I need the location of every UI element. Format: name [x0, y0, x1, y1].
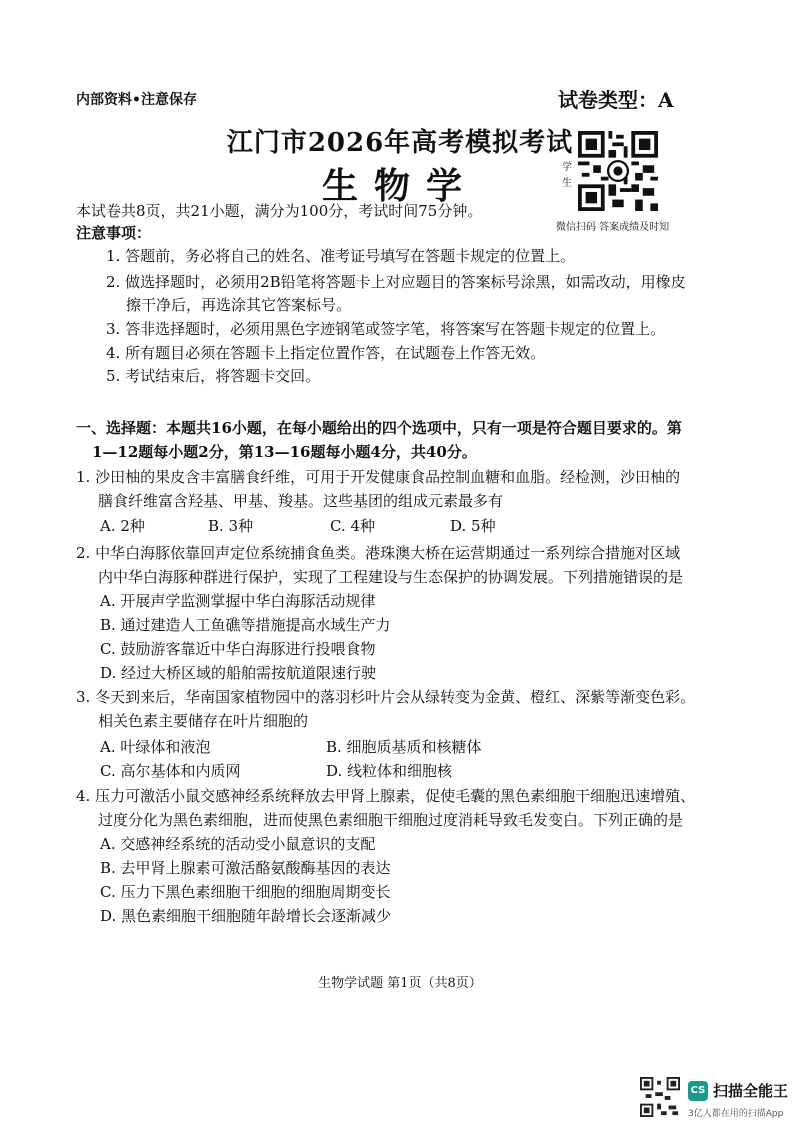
section-heading-cont: 1—12题每小题2分，第13—16题每小题4分，共40分。: [92, 443, 477, 461]
question-stem: 1. 沙田柚的果皮含丰富膳食纤维，可用于开发健康食品控制血糖和血脂。经检测，沙田柚的: [76, 468, 681, 486]
note-item: 5. 考试结束后，将答题卡交回。: [106, 367, 321, 385]
option-a: A. 开展声学监测掌握中华白海豚活动规律: [100, 592, 376, 610]
subject-title: 生物学: [321, 165, 478, 207]
qr-side-label: 学生: [562, 162, 572, 189]
question-stem: 3. 冬天到来后，华南国家植物园中的落羽杉叶片会从绿转变为金黄、橙红、深紫等渐变色彩。: [76, 688, 696, 706]
question-stem: 过度分化为黑色素细胞，进而使黑色素细胞干细胞过度消耗导致毛发变白。下列正确的是: [98, 811, 684, 829]
option-a: A. 交感神经系统的活动受小鼠意识的支配: [100, 835, 376, 853]
qr-caption: 微信扫码 答案成绩及时知: [556, 222, 670, 233]
option-b: B. 细胞质基质和核糖体: [326, 738, 482, 756]
question-stem: 4. 压力可激活小鼠交感神经系统释放去甲肾上腺素，促使毛囊的黑色素细胞干细胞迅速增殖、: [76, 787, 696, 805]
note-item: 4. 所有题目必须在答题卡上指定位置作答，在试题卷上作答无效。: [106, 344, 546, 362]
section-heading: 一、选择题：本题共16小题，在每小题给出的四个选项中，只有一项是符合题目要求的。第: [76, 419, 682, 437]
page-footer: 生物学试题 第1页（共8页）: [318, 976, 482, 991]
question-stem: 2. 中华白海豚依靠回声定位系统捕食鱼类。港珠澳大桥在运营期通过一系列综合措施对区域: [76, 544, 681, 562]
scanner-app-slogan: 3亿人都在用的扫描App: [688, 1109, 784, 1119]
note-item: 1. 答题前，务必将自己的姓名、准考证号填写在答题卡规定的位置上。: [106, 247, 576, 265]
note-item: 2. 做选择题时，必须用2B铅笔将答题卡上对应题目的答案标号涂黑，如需改动，用橡皮: [106, 273, 686, 291]
option-d: D. 线粒体和细胞核: [326, 762, 453, 780]
question-stem: 相关色素主要储存在叶片细胞的: [98, 712, 309, 730]
option-c: C. 高尔基体和内质网: [100, 762, 241, 780]
question-stem: 膳食纤维富含羟基、甲基、羧基。这些基团的组成元素最多有: [98, 492, 504, 510]
option-b: B. 3种: [208, 517, 254, 535]
option-d: D. 经过大桥区域的船舶需按航道限速行驶: [100, 664, 377, 682]
option-b: B. 通过建造人工鱼礁等措施提高水域生产力: [100, 616, 391, 634]
exam-title: 江门市2026年高考模拟考试: [226, 128, 574, 158]
option-a: A. 叶绿体和液泡: [100, 738, 211, 756]
exam-intro: 本试卷共8页，共21小题，满分为100分，考试时间75分钟。: [76, 202, 483, 220]
option-d: D. 5种: [450, 517, 496, 535]
paper-type-label: 试卷类型：A: [558, 88, 674, 112]
option-b: B. 去甲肾上腺素可激活酪氨酸酶基因的表达: [100, 859, 391, 877]
option-c: C. 鼓励游客靠近中华白海豚进行投喂食物: [100, 640, 376, 658]
option-c: C. 4种: [330, 517, 376, 535]
scanner-app-name: 扫描全能王: [713, 1082, 789, 1100]
note-item: 擦干净后，再选涂其它答案标号。: [126, 296, 352, 314]
note-item: 3. 答非选择题时，必须用黑色字迹钢笔或签字笔，将答案写在答题卡规定的位置上。: [106, 320, 666, 338]
scanner-qr-icon[interactable]: [640, 1077, 680, 1117]
notes-heading: 注意事项：: [76, 224, 152, 242]
question-stem: 内中华白海豚种群进行保护，实现了工程建设与生态保护的协调发展。下列措施错误的是: [98, 568, 684, 586]
option-a: A. 2种: [100, 517, 145, 535]
scanner-logo-icon: CS: [688, 1081, 708, 1101]
option-d: D. 黑色素细胞干细胞随年龄增长会逐渐减少: [100, 907, 392, 925]
confidential-label: 内部资料•注意保存: [76, 92, 197, 108]
qr-code-icon[interactable]: [578, 131, 658, 211]
option-c: C. 压力下黑色素细胞干细胞的细胞周期变长: [100, 883, 391, 901]
